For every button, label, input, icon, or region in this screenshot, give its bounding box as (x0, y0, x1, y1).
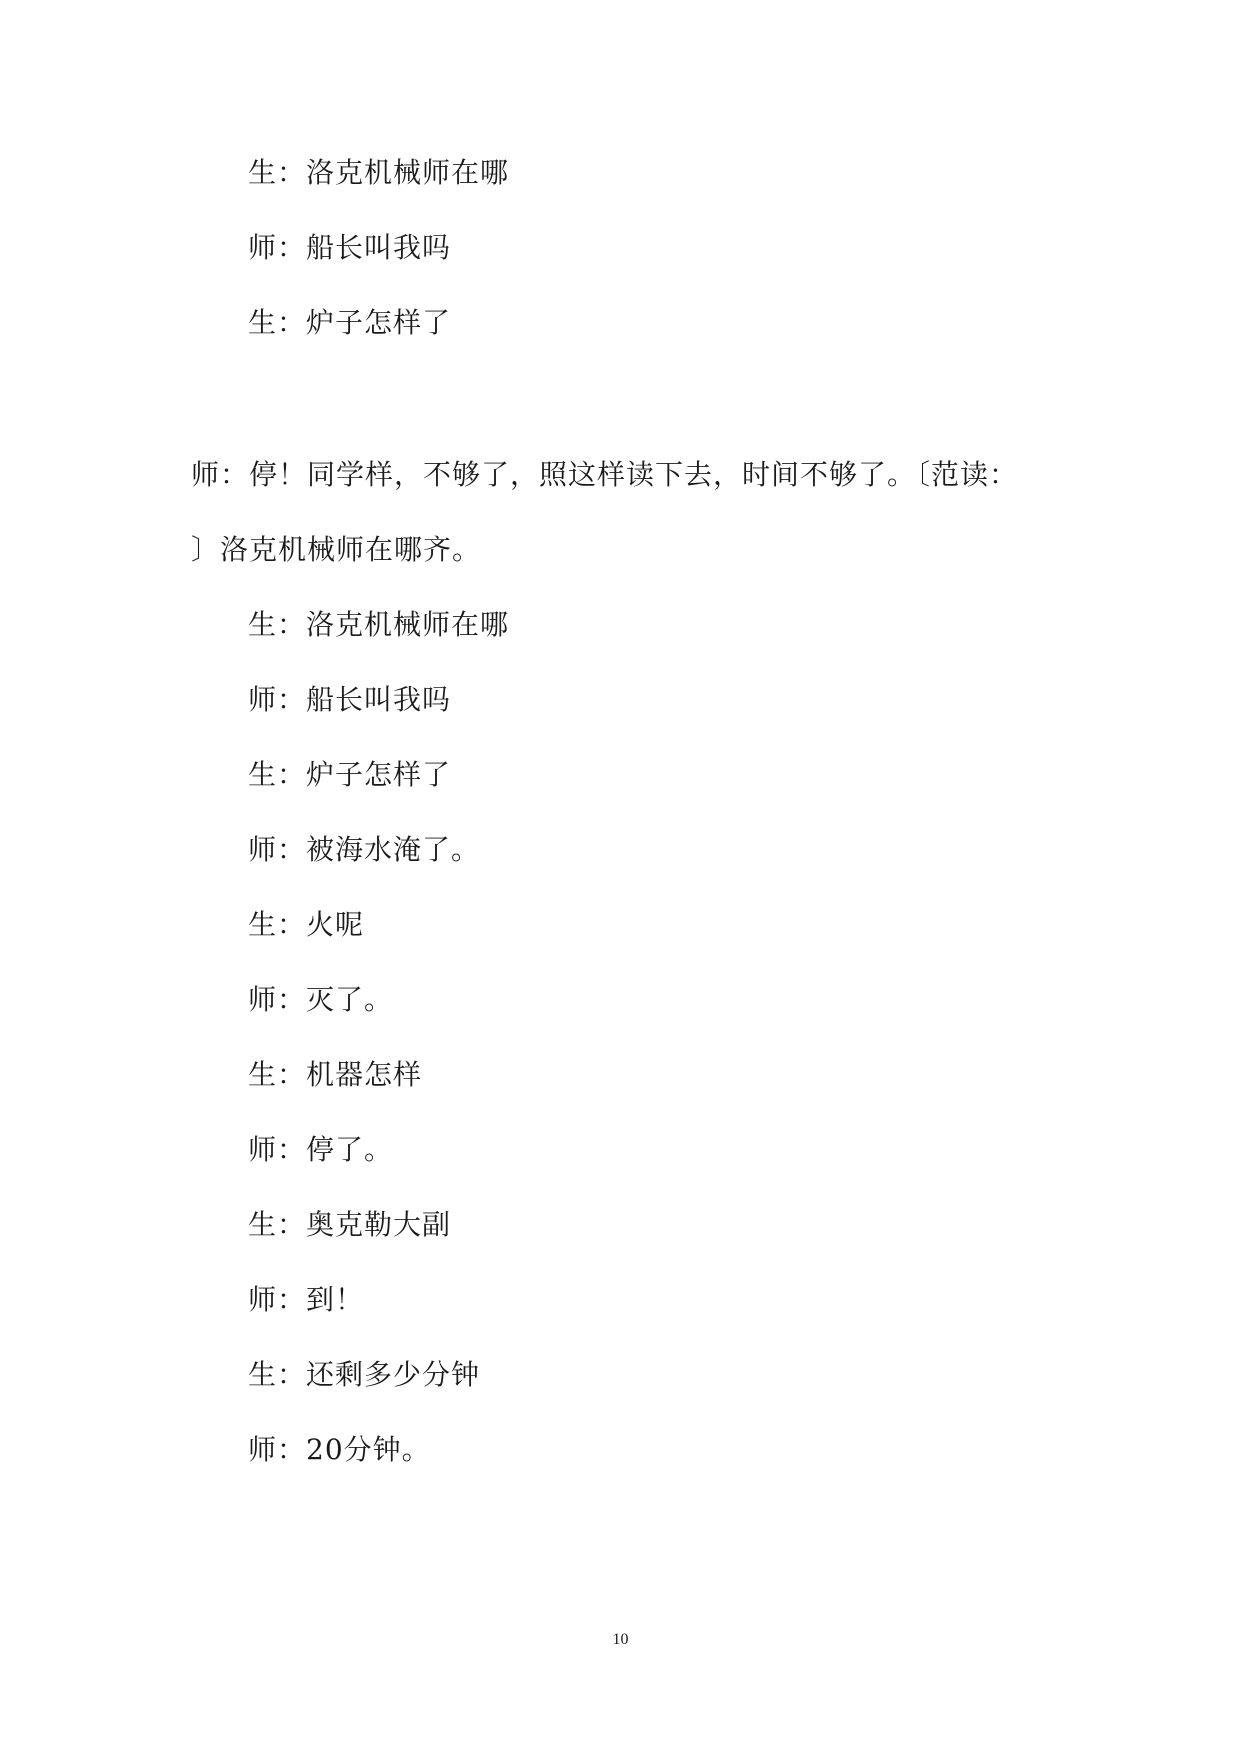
dialogue-line: 生：机器怎样 (248, 1058, 423, 1091)
dialogue-line: 生：还剩多少分钟 (248, 1358, 481, 1391)
page-number: 10 (612, 1631, 629, 1648)
dialogue-line: 师：到！ (248, 1283, 365, 1316)
dialogue-line: 生：洛克机械师在哪 (248, 608, 510, 641)
dialogue-line: 师：船长叫我吗 (248, 683, 452, 716)
dialogue-line: 师：灭了。 (248, 983, 394, 1016)
dialogue-line: 生：洛克机械师在哪 (248, 156, 510, 189)
dialogue-line: 师：停了。 (248, 1133, 394, 1166)
dialogue-line: 生：火呢 (248, 908, 365, 941)
dialogue-line: 师：船长叫我吗 (248, 231, 452, 264)
dialogue-line: 师：被海水淹了。 (248, 833, 481, 866)
dialogue-line: 生：炉子怎样了 (248, 306, 452, 339)
paragraph-line: 师：停！同学样，不够了，照这样读下去，时间不够了。〔范读： (191, 458, 1019, 491)
dialogue-line: 生：炉子怎样了 (248, 758, 452, 791)
dialogue-line: 生：奥克勒大副 (248, 1208, 452, 1241)
paragraph-line: 〕洛克机械师在哪齐。 (191, 533, 482, 566)
dialogue-line: 师：20分钟。 (248, 1433, 431, 1466)
